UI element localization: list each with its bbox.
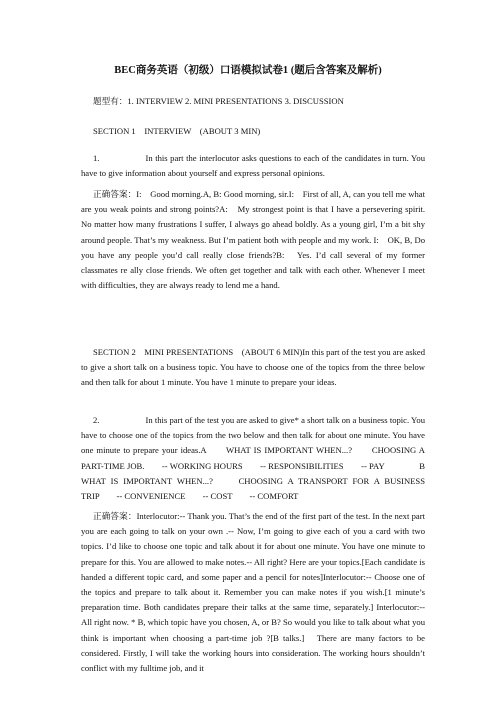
- answer-2-label: 正确答案：: [93, 511, 137, 521]
- section-1-heading: SECTION 1 INTERVIEW (ABOUT 3 MIN): [93, 126, 261, 136]
- answer-2-text: Interlocutor:-- Thank you. That’s the end of the first part of the test. In the next part you are each going to talk on your own .-- Now, I’m going to give each of you a card with two topics. I’d like to choose one topic and talk about it for about one minute. You have one minute to prepare for this. You are allowed to make notes.-- All right? Here are your topics.[Each candidate is handed a different topic card, and some paper and a pencil for notes]Interlocutor:-- Choose one of the topics and prepare to talk about it. Remember you can make notes if you wish.[1 minute’s preparation time. Both candidates prepare their talks at the same time, separately.] Interlocutor:-- All right now. * B, which topic have you chosen, A, or B? So would you like to talk about what you think is important when choosing a part-time job ?[B talks.] There are many factors to be considered. Firstly, I will take the working hours into consideration. The working hours shouldn’t conflict with my fulltime job, and it: [81, 511, 425, 674]
- question-1-number: 1.: [93, 153, 100, 163]
- document-title: BEC商务英语（初级）口语模拟试卷1 (题后含答案及解析): [114, 65, 382, 76]
- question-types-line: 题型有：1. INTERVIEW 2. MINI PRESENTATIONS 3. DISCUSSION: [93, 96, 344, 106]
- question-1: [81, 151, 425, 181]
- answer-1-text: I: Good morning.A, B: Good morning, sir.I: First of all, A, can you tell me what are you weak points and strong points?A: My strongest point is that I have a persevering spirit. No matter how many frustrations I suffer, I always go ahead boldly. As a young girl, I’m a bit shy around people. That’s my weakness. But I’m patient both with people and my work. I: OK, B, Do you have any people you’d call really close friends?B: Yes. I’d call several of my former classmates re ally close friends. We often get together and talk with each other. Whenever I meet with difficulties, they are always ready to lend me a hand.: [81, 189, 425, 291]
- question-2: [81, 413, 443, 504]
- answer-1-label: 正确答案：: [93, 189, 137, 199]
- question-1-text: In this part the interlocutor asks questions to each of the candidates in turn. You have to give information about yourself and express personal opinions.: [81, 153, 425, 179]
- section-2-intro: SECTION 2 MINI PRESENTATIONS (ABOUT 6 MIN)In this part of the test you are asked to give a short talk on a business topic. You have to choose one of the topics from the three below and then talk for about 1 minute. You have 1 minute to prepare your ideas.: [81, 347, 425, 388]
- question-2-number: 2.: [93, 415, 100, 425]
- question-2-text: In this part of the test you are asked to give* a short talk on a business topic. You have to choose one of the topics from the two below and then talk for about one minute. You have one minute to prepare your ideas.A WHAT IS IMPORTANT WHEN...? CHOOSING A PART-TIME JOB. -- WORKING HOURS -- RESPONSIBILITIES -- PAY B WHAT IS IMPORTANT WHEN...? CHOOSING A TRANSPORT FOR A BUSINESS TRIP -- CONVENIENCE -- COST -- COMFORT: [81, 415, 443, 502]
- answer-1: [81, 187, 425, 293]
- answer-2: [81, 509, 425, 676]
